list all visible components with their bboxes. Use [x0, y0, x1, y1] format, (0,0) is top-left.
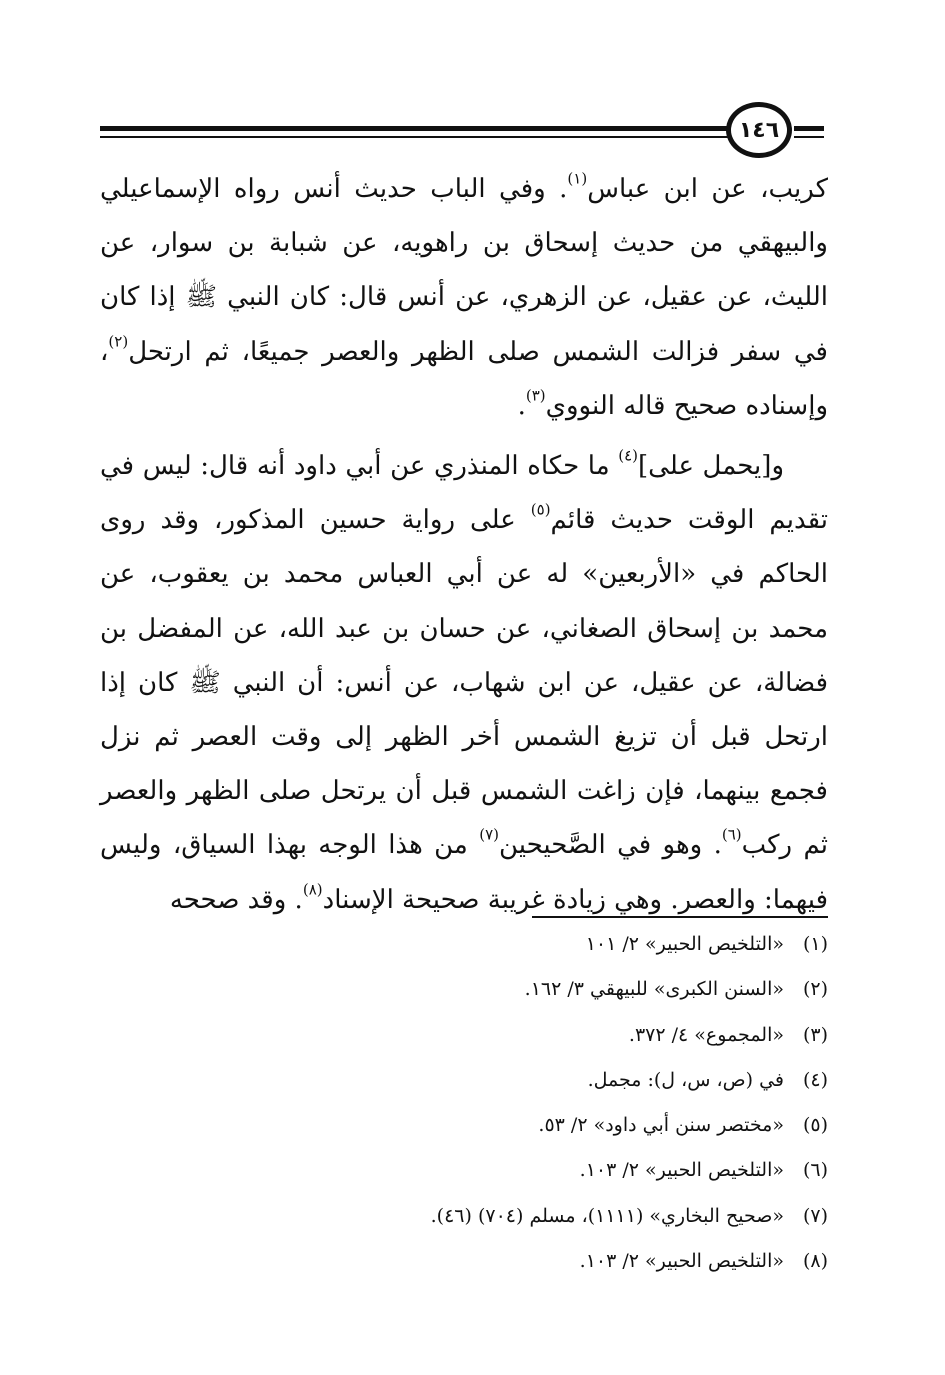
footnote-number: (٤) [802, 1068, 828, 1091]
footnote-ref: (١) [567, 169, 588, 188]
text-segment: كريب، عن ابن عباس [587, 174, 828, 204]
footnote-text: «التلخيص الحبير» ٢/ ١٠١ [585, 933, 784, 955]
footnote-item [300, 967, 828, 1012]
footnote-ref: (٢) [108, 332, 129, 351]
footnote-number: (٣) [802, 1023, 828, 1046]
footnote-item [300, 1194, 828, 1239]
footnote-ref: (٨) [302, 880, 323, 899]
footnote-text: «التلخيص الحبير» ٢/ ١٠٣. [579, 1159, 784, 1182]
footnote-text: «السنن الكبرى» للبيهقي ٣/ ١٦٢. [524, 978, 784, 1001]
text-segment: على رواية حسين المذكور، وقد روى الحاكم في «الأربعين» له عن أبي العباس محمد بن يعقوب، عن محمد بن إسحاق الصغاني، عن حسان بن عبد الله، عن المفضل بن فضالة، عن عقيل، عن ابن شهاب، عن أنس: أن النبي ﷺ كان إذا ارتحل قبل أن تزيغ الشمس أخر الظهر إلى وقت العصر ثم نزل فجمع بينهما، فإن زاغت الشمس قبل أن يرتحل صلى الظهر والعصر ثم ركب [100, 505, 828, 861]
footnote-text: «المجموع» ٤/ ٣٧٢. [628, 1023, 784, 1046]
footnote-number: (٢) [802, 978, 828, 1001]
footnotes [300, 922, 828, 1284]
paragraph [100, 439, 828, 927]
text-segment: . [517, 390, 526, 421]
header-rule-thin [100, 136, 732, 138]
text-segment: و[يحمل على] [638, 451, 784, 482]
footnote-text: «مختصر سنن أبي داود» ٢/ ٥٣. [538, 1114, 784, 1137]
footnote-item [300, 1148, 828, 1193]
footnote-number: (٨) [802, 1250, 828, 1273]
footnote-number: (١) [802, 933, 828, 955]
footnote-item [300, 1058, 828, 1103]
footnote-ref: (٥) [530, 500, 551, 519]
footnote-item [300, 922, 828, 967]
footnote-item [300, 1103, 828, 1148]
footnote-text: «صحيح البخاري» (١١١١)، مسلم (٧٠٤) (٤٦). [430, 1204, 784, 1227]
footnote-ref: (٦) [721, 825, 742, 844]
text-segment: ما حكاه المنذري عن أبي داود أنه قال: ليس في تقديم الوقت حديث قائم [100, 451, 828, 536]
footnote-text: في (ص، س، ل): مجمل. [587, 1068, 784, 1091]
body-text [100, 162, 828, 927]
footnote-ref: (٧) [479, 825, 499, 844]
footnote-number: (٥) [802, 1114, 828, 1137]
footnote-text: «التلخيص الحبير» ٢/ ١٠٣. [579, 1250, 784, 1273]
paragraph [100, 162, 828, 433]
page-header [100, 100, 840, 164]
text-segment: . وهو في الصَّحيحين [499, 830, 722, 861]
header-rule-thick [100, 126, 732, 131]
footnote-ref: (٣) [525, 386, 546, 405]
text-segment: من هذا الوجه بهذا السياق، وليس فيهما: والعصر. وهي زيادة غريبة صحيحة الإسناد [100, 830, 828, 915]
header-rule-right-thin [794, 136, 824, 138]
footnote-separator [532, 916, 828, 918]
text-segment: . وفي الباب حديث أنس رواه الإسماعيلي والبيهقي من حديث إسحاق بن راهويه، عن شبابة بن سوار، عن الليث، عن عقيل، عن الزهري، عن أنس قال: كان النبي ﷺ إذا كان في سفر فزالت الشمس صلى الظهر والعصر جميعًا، ثم ارتحل [100, 174, 828, 367]
footnote-number: (٦) [802, 1159, 828, 1182]
footnote-number: (٧) [802, 1204, 828, 1227]
header-rule-right-thick [794, 126, 824, 131]
footnote-item [300, 1013, 828, 1058]
footnote-ref: (٤) [618, 446, 639, 465]
text-segment: . وقد صححه [169, 884, 303, 915]
text-segment: ، وإسناده صحيح قاله النووي [100, 336, 828, 421]
footnote-item [300, 1239, 828, 1284]
page-number: ١٤٦ [726, 102, 792, 158]
